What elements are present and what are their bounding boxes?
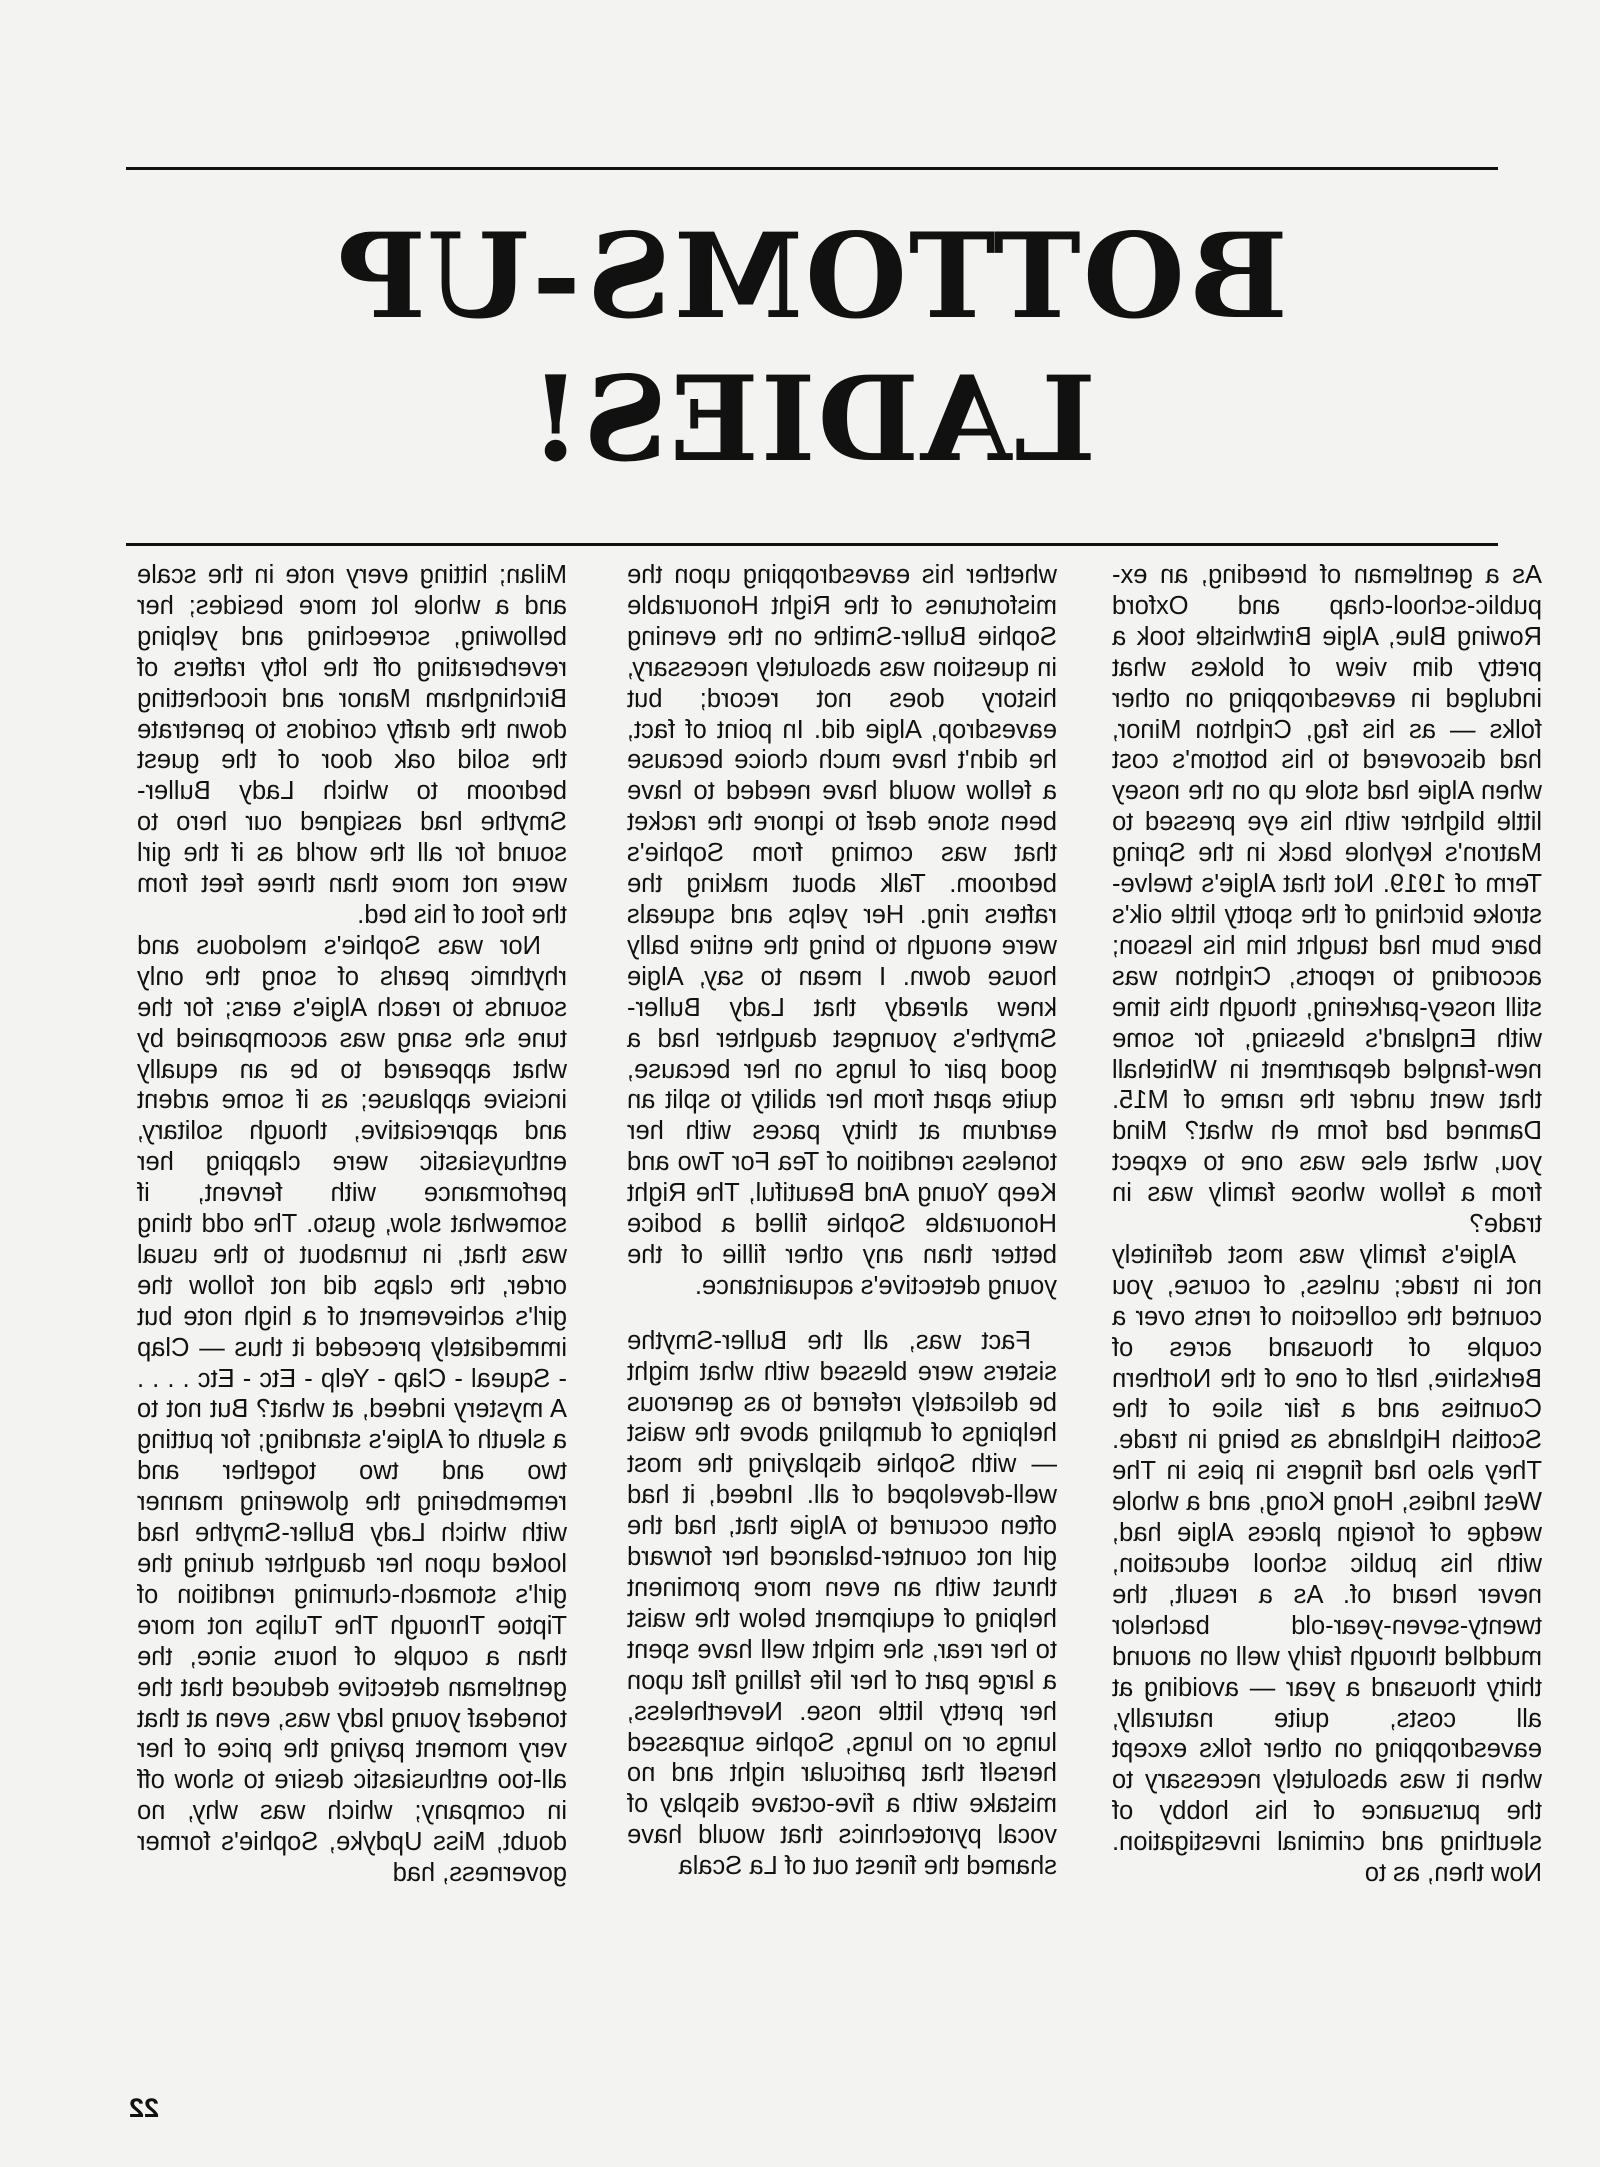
paragraph: Nor was Sophie's melodous and rhythmic pearls of song the only sounds to reach Algie's ears; for the tune she sang was accompanied by what appeared to be an equally incisive applause; as if some ardent and appreciative, though solitary, enthuysiastic were clapping her performance with fervent, if somewhat slow, gusto. The odd thing was that, in turnabout to the usual order, the claps did not follow the girl's achievement of a high note but immediately preceded it thus — Clap - Squeal - Clap - Yelp - Etc - Etc . . . . A mystery indeed, at what? But not to a sleuth of Algie's standing; for putting two and two together and remembering the glowering manner with which Lady Buller-Smythe had looked upon her daughter during the girl's stomach-churning rendition of Tiptoe Through The Tulips not more than a couple of hours since, the gentleman detective deduced that the tonedeaf young lady was, even at that very moment paying the price of her all-too enthusiastic desire to show off in company; which was why, no doubt, Miss Updyke, Sophie's former governess, had: [137, 931, 567, 1888]
top-rule: [126, 167, 1498, 170]
headline-line-2: LADIES!: [527, 350, 1097, 488]
headline-line-1: BOTTOMS-UP: [336, 207, 1288, 345]
paragraph: As a gentleman of breeding, an ex-public-school-chap and Oxford Rowing Blue, Algie Britwhistle took a pretty dim view of blokes what indulged in eavesdropping on other folks — as his fag, Crighton Minor, had discovered to his bottom's cost when Algie had stole up on the nosey little blighter with his eye pressed to Matron's keyhole back in the Spring Term of 1919. Not that Algie's twelve-stroke birching of the spotty little oik's bare bum had taught him his lesson; according to reports, Crighton was still nosey-parkering, though this time with England's blessing, for some new-fangled department in Whitehall that went under the name of M15. Damned bad form eh what? Mind you, what else was one to expect from a fellow whose family was in trade?: [1112, 561, 1542, 1239]
paragraph: Milan; hitting every note in the scale and a whole lot more besides; her bellowing, screeching and yelping reverberating off the lofty rafters of Birchingham Manor and ricochetting down the drafty coridors to penetrate the solid oak door of the guest bedroom to which Lady Buller-Smythe had assigned our hero to sound for all the world as if the girl were not more than three feet from the foot of his bed.: [137, 561, 567, 929]
column-3: [137, 560, 567, 1889]
paragraph: Algie's family was most definitely not in trade; unless, of course, you counted the collection of rents over a couple of thousand acres of Berkshire, half of one of the Northern Counties and a fair slice of the Scottish Highlands as being in trade. They also had fingers in pies in The West Indies, Hong Kong, and a whole wedge of foreign places Algie had, with his public school education, never heard of. As a result, the twenty-seven-year-old bachelor muddled through fairly well on around thirty thousand a year — avoiding at all costs, quite naturally, eavesdropping on other folks except when it was absolutely necessary to the pursuance of his hobby of sleuthing and criminal investigation. Now then, as to: [1112, 1240, 1542, 1888]
paragraph: Fact was, all the Buller-Smythe sisters were blessed with what might be delicately referred to as generous helpings of dumpling above the waist — with Sophie displaying the most well-developed of all. Indeed, it had often occurred to Algie that, had the girl not counter-balanced her forward thrust with an even more prominent helping of equipment below the waist to her rear, she might well have spent a large part of her life falling flat upon her pretty little nose. Nevertheless, lungs or no lungs, Sophie surpassed herself that particular night and no mistake with a five-octave display of vocal pyrotechnics that would have shamed the finest out of La Scala: [627, 1326, 1057, 1881]
headline: [126, 205, 1498, 491]
paragraph: whether his eavesdropping upon the misfortunes of the Right Honourable Sophie Buller-Smithe on the evening in question was absolutely necessary, history does not record; but eavesdrop, Algie did. In point of fact, he didn't have much choice because a fellow would have needed to have been stone deaf to ignore the racket that was coming from Sophie's bedroom. Talk about making the rafters ring. Her yelps and squeals were enough to bring the entire bally house down. I mean to say, Algie knew already that Lady Buller-Smythe's youngest daughter had a good pair of lungs on her because, quite apart from her ability to split an eardrum at thirty paces with her toneless rendition of Tea For Two and Keep Young And Beautiful, The Right Honourable Sophie filled a bodice better than any other fillie of the young detective's acquaintance.: [627, 561, 1057, 1300]
column-2: [627, 560, 1057, 1882]
page-number: 22: [128, 2093, 159, 2123]
column-1: [1112, 560, 1542, 1889]
bottom-rule: [126, 543, 1498, 546]
